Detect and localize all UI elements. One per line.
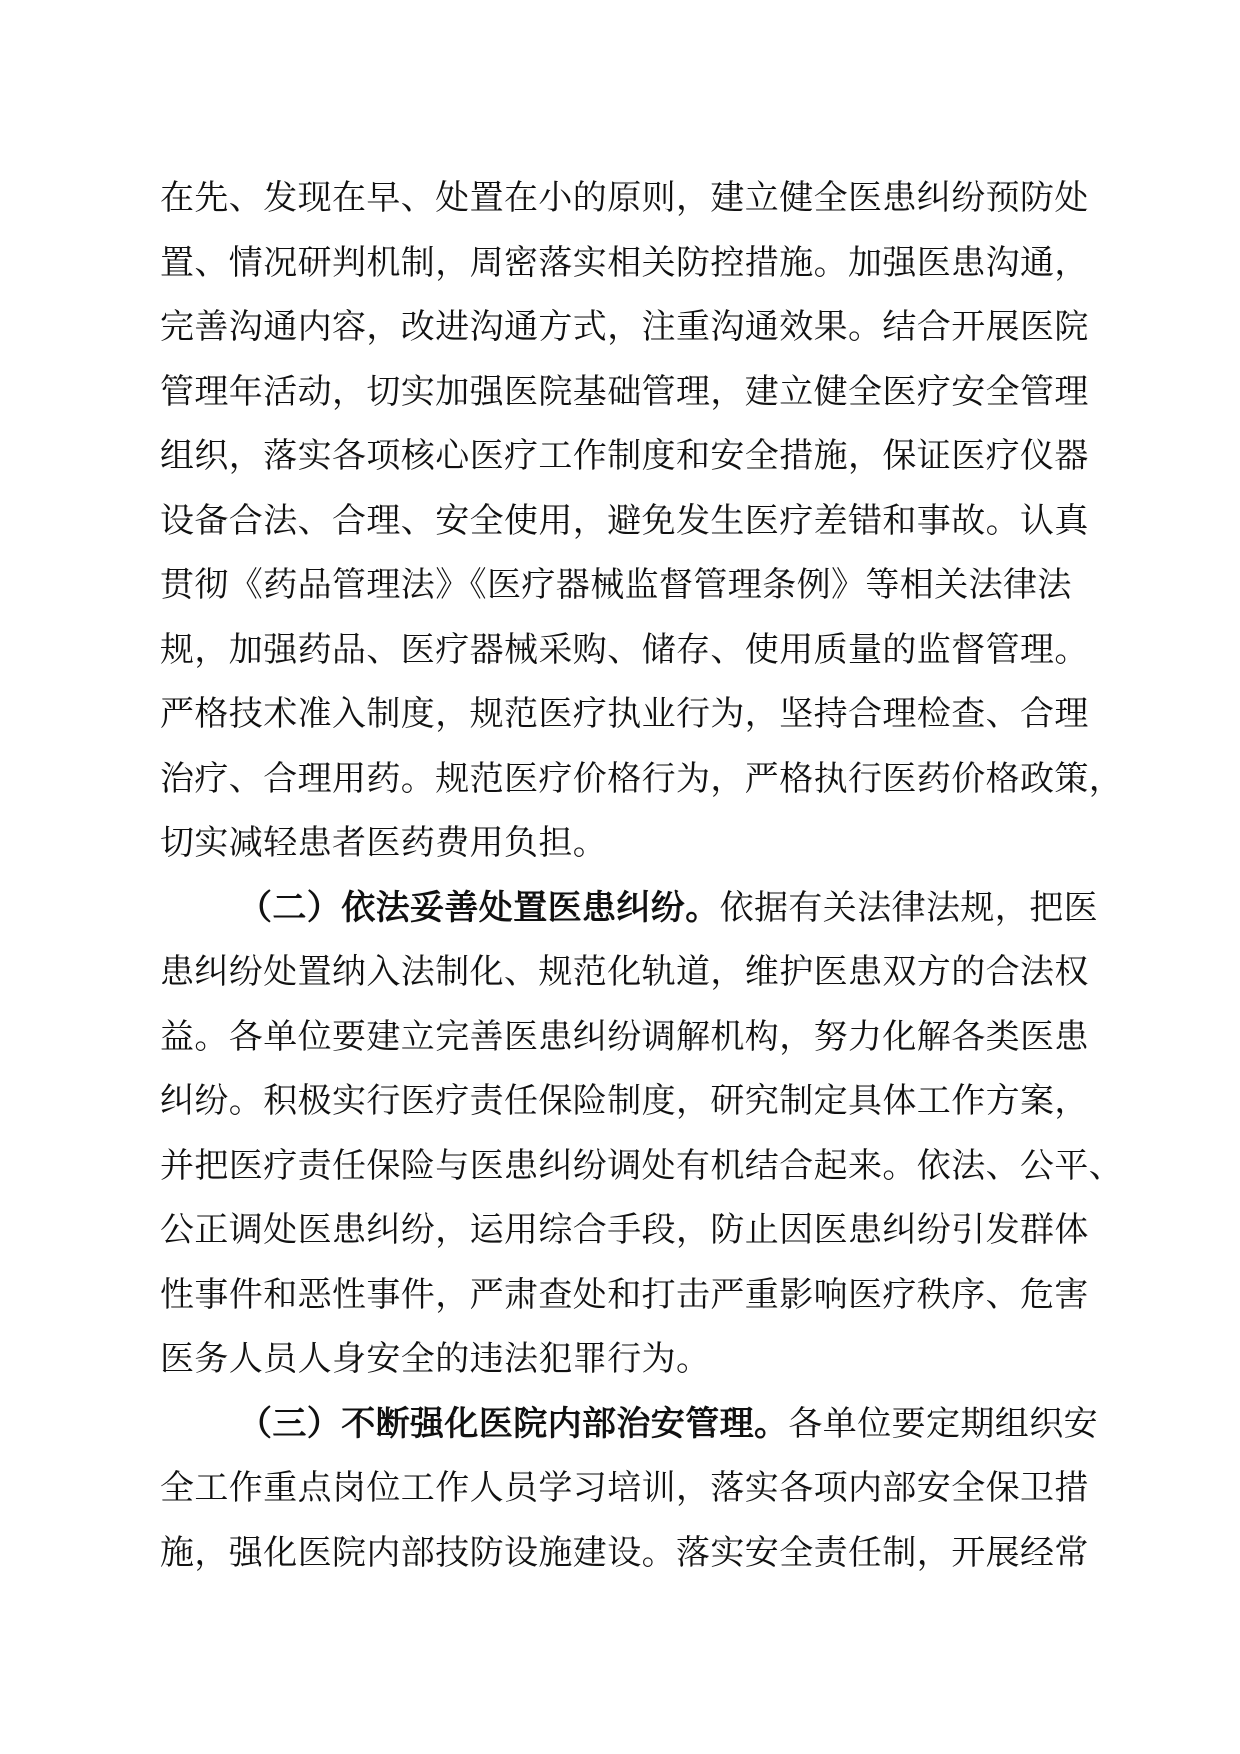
text-line: 管理年活动，切实加强医院基础管理，建立健全医疗安全管理 bbox=[160, 371, 1089, 412]
text-span: 依据有关法律法规，把医 bbox=[719, 887, 1099, 928]
text-line: 施，强化医院内部技防设施建设。落实安全责任制，开展经常 bbox=[160, 1532, 1089, 1573]
paragraph-3 bbox=[160, 1392, 1100, 1586]
text-line: 纠纷。积极实行医疗责任保险制度，研究制定具体工作方案， bbox=[160, 1081, 1089, 1121]
text-line: 设备合法、合理、安全使用，避免发生医疗差错和事故。认真 bbox=[160, 500, 1089, 541]
text-line: 患纠纷处置纳入法制化、规范化轨道，维护医患双方的合法权 bbox=[160, 952, 1089, 992]
text-line: 医务人员人身安全的违法犯罪行为。 bbox=[160, 1339, 711, 1379]
text-line: 全工作重点岗位工作人员学习培训，落实各项内部安全保卫措 bbox=[160, 1468, 1089, 1508]
text-line: 完善沟通内容，改进沟通方式，注重沟通效果。结合开展医院 bbox=[160, 307, 1089, 347]
text-line: 贯彻《药品管理法》《医疗器械监督管理条例》等相关法律法 bbox=[160, 565, 1072, 605]
document-body bbox=[160, 166, 1124, 1585]
text-line: 并把医疗责任保险与医患纠纷调处有机结合起来。依法、公平、 bbox=[160, 1145, 1124, 1186]
section-heading: （二）依法妥善处置医患纠纷。 bbox=[238, 887, 720, 928]
paragraph-first-line bbox=[160, 1392, 1100, 1457]
paragraph-1 bbox=[160, 166, 1124, 876]
text-line: 置、情况研判机制，周密落实相关防控措施。加强医患沟通， bbox=[160, 242, 1089, 283]
paragraph-2 bbox=[160, 876, 1124, 1392]
text-line: 益。各单位要建立完善医患纠纷调解机构，努力化解各类医患 bbox=[160, 1016, 1089, 1057]
text-line: 组织，落实各项核心医疗工作制度和安全措施，保证医疗仪器 bbox=[160, 436, 1089, 476]
text-line: 切实减轻患者医药费用负担。 bbox=[160, 823, 608, 863]
text-line: 严格技术准入制度，规范医疗执业行为，坚持合理检查、合理 bbox=[160, 694, 1089, 734]
text-line: 规，加强药品、医疗器械采购、储存、使用质量的监督管理。 bbox=[160, 629, 1089, 670]
paragraph-first-line bbox=[160, 876, 1100, 941]
text-line: 性事件和恶性事件，严肃查处和打击严重影响医疗秩序、危害 bbox=[160, 1274, 1089, 1315]
section-heading: （三）不断强化医院内部治安管理。 bbox=[238, 1403, 789, 1444]
text-span: 各单位要定期组织安 bbox=[788, 1403, 1099, 1444]
text-line: 治疗、合理用药。规范医疗价格行为，严格执行医药价格政策， bbox=[160, 758, 1124, 799]
text-line: 在先、发现在早、处置在小的原则，建立健全医患纠纷预防处 bbox=[160, 178, 1089, 218]
text-line: 公正调处医患纠纷，运用综合手段，防止因医患纠纷引发群体 bbox=[160, 1210, 1089, 1250]
